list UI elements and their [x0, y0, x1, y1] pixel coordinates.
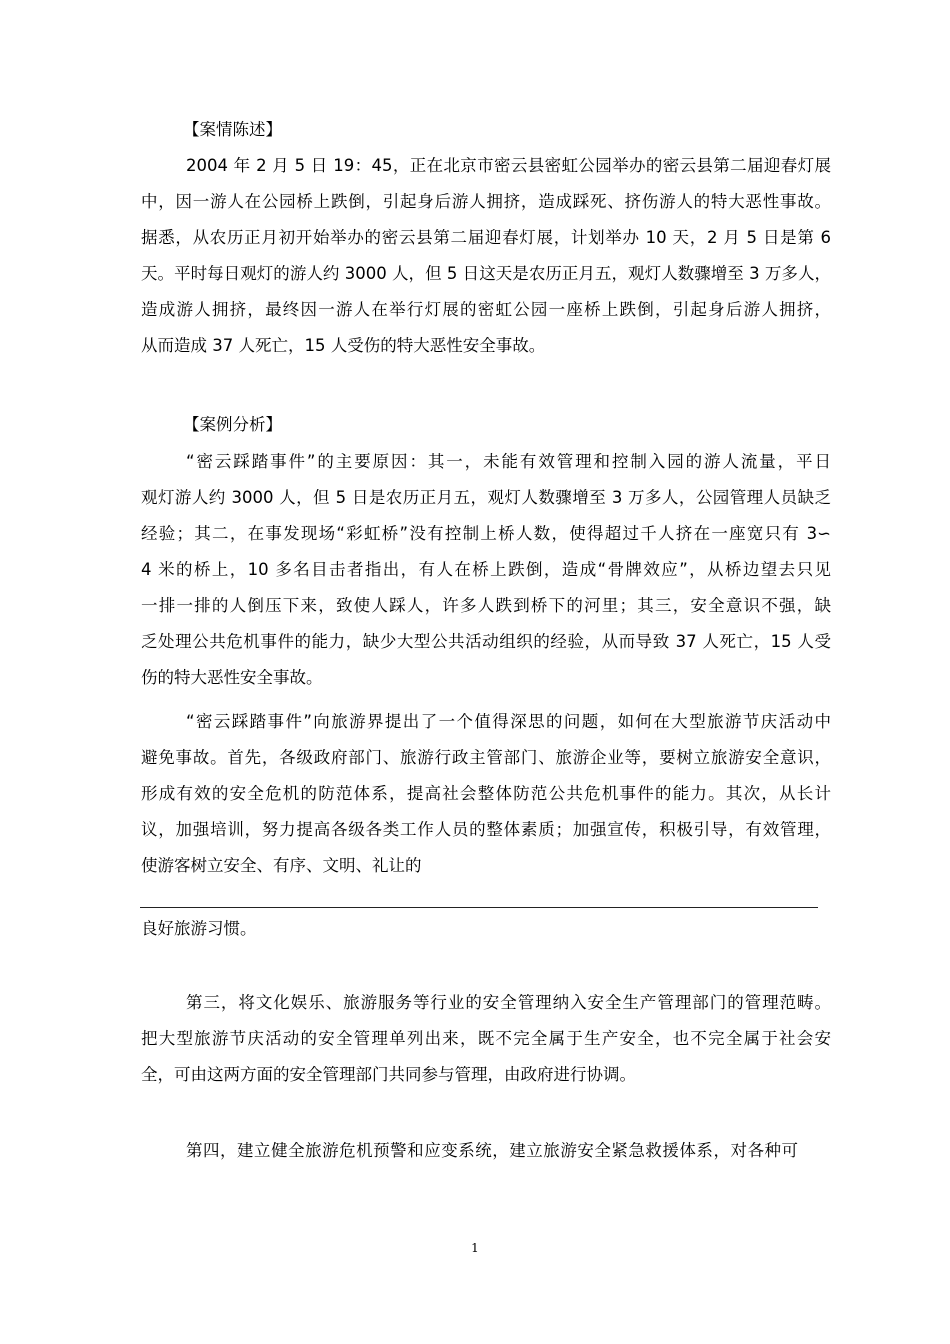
- analysis-line: 伤的特大恶性安全事故。: [141, 668, 323, 687]
- case-line: 从而造成 37 人死亡，15 人受伤的特大恶性安全事故。: [141, 336, 546, 355]
- case-line: 据悉，从农历正月初开始举办的密云县第二届迎春灯展，计划举办 10 天，2 月 5 日是第 6: [141, 228, 831, 247]
- analysis-line: 乏处理公共危机事件的能力，缺少大型公共活动组织的经验，从而导致 37 人死亡，15 人受: [141, 632, 831, 651]
- case-line: 天。平时每日观灯的游人约 3000 人，但 5 日这天是农历正月五，观灯人数骤增至 3 万多人，: [141, 264, 831, 283]
- analysis-line: 使游客树立安全、有序、文明、礼让的: [141, 856, 422, 875]
- analysis-line: “密云踩踏事件”的主要原因：其一，未能有效管理和控制入园的游人流量，平日: [186, 452, 831, 471]
- analysis-line: 观灯游人约 3000 人，但 5 日是农历正月五，观灯人数骤增至 3 万多人，公园管理人员缺乏: [141, 488, 831, 507]
- analysis-line: 避免事故。首先，各级政府部门、旅游行政主管部门、旅游企业等，要树立旅游安全意识，: [141, 748, 831, 767]
- analysis-line: 议，加强培训，努力提高各级各类工作人员的整体素质；加强宣传，积极引导，有效管理，: [141, 820, 831, 839]
- analysis-line: “密云踩踏事件”向旅游界提出了一个值得深思的问题，如何在大型旅游节庆活动中: [186, 712, 831, 731]
- analysis-line: 把大型旅游节庆活动的安全管理单列出来，既不完全属于生产安全，也不完全属于社会安: [141, 1029, 831, 1048]
- analysis-line: 经验；其二，在事发现场“彩虹桥”没有控制上桥人数，使得超过千人挤在一座宽只有 3∽: [141, 524, 831, 543]
- page-number: 1: [471, 1241, 479, 1255]
- analysis-line: 全，可由这两方面的安全管理部门共同参与管理，由政府进行协调。: [141, 1065, 636, 1084]
- analysis-line: 一排一排的人倒压下来，致使人踩人，许多人跌到桥下的河里；其三，安全意识不强，缺: [141, 596, 831, 615]
- analysis-line: 第四，建立健全旅游危机预警和应变系统，建立旅游安全紧急救援体系，对各种可: [186, 1141, 798, 1160]
- analysis-line: 形成有效的安全危机的防范体系，提高社会整体防范公共危机事件的能力。其次，从长计: [141, 784, 831, 803]
- analysis-heading: 【案例分析】: [183, 415, 282, 434]
- case-line: 造成游人拥挤，最终因一游人在举行灯展的密虹公园一座桥上跌倒，引起身后游人拥挤，: [141, 300, 831, 319]
- analysis-line: 第三，将文化娱乐、旅游服务等行业的安全管理纳入安全生产管理部门的管理范畴。: [186, 993, 831, 1012]
- analysis-line: 良好旅游习惯。: [141, 919, 257, 938]
- analysis-line: 4 米的桥上，10 多名目击者指出，有人在桥上跌倒，造成“骨牌效应”，从桥边望去只见: [141, 560, 831, 579]
- case-line: 2004 年 2 月 5 日 19：45，正在北京市密云县密虹公园举办的密云县第二届迎春灯展: [186, 156, 831, 175]
- case-heading: 【案情陈述】: [183, 120, 282, 139]
- horizontal-rule: [140, 907, 818, 908]
- case-line: 中，因一游人在公园桥上跌倒，引起身后游人拥挤，造成踩死、挤伤游人的特大恶性事故。: [141, 192, 831, 211]
